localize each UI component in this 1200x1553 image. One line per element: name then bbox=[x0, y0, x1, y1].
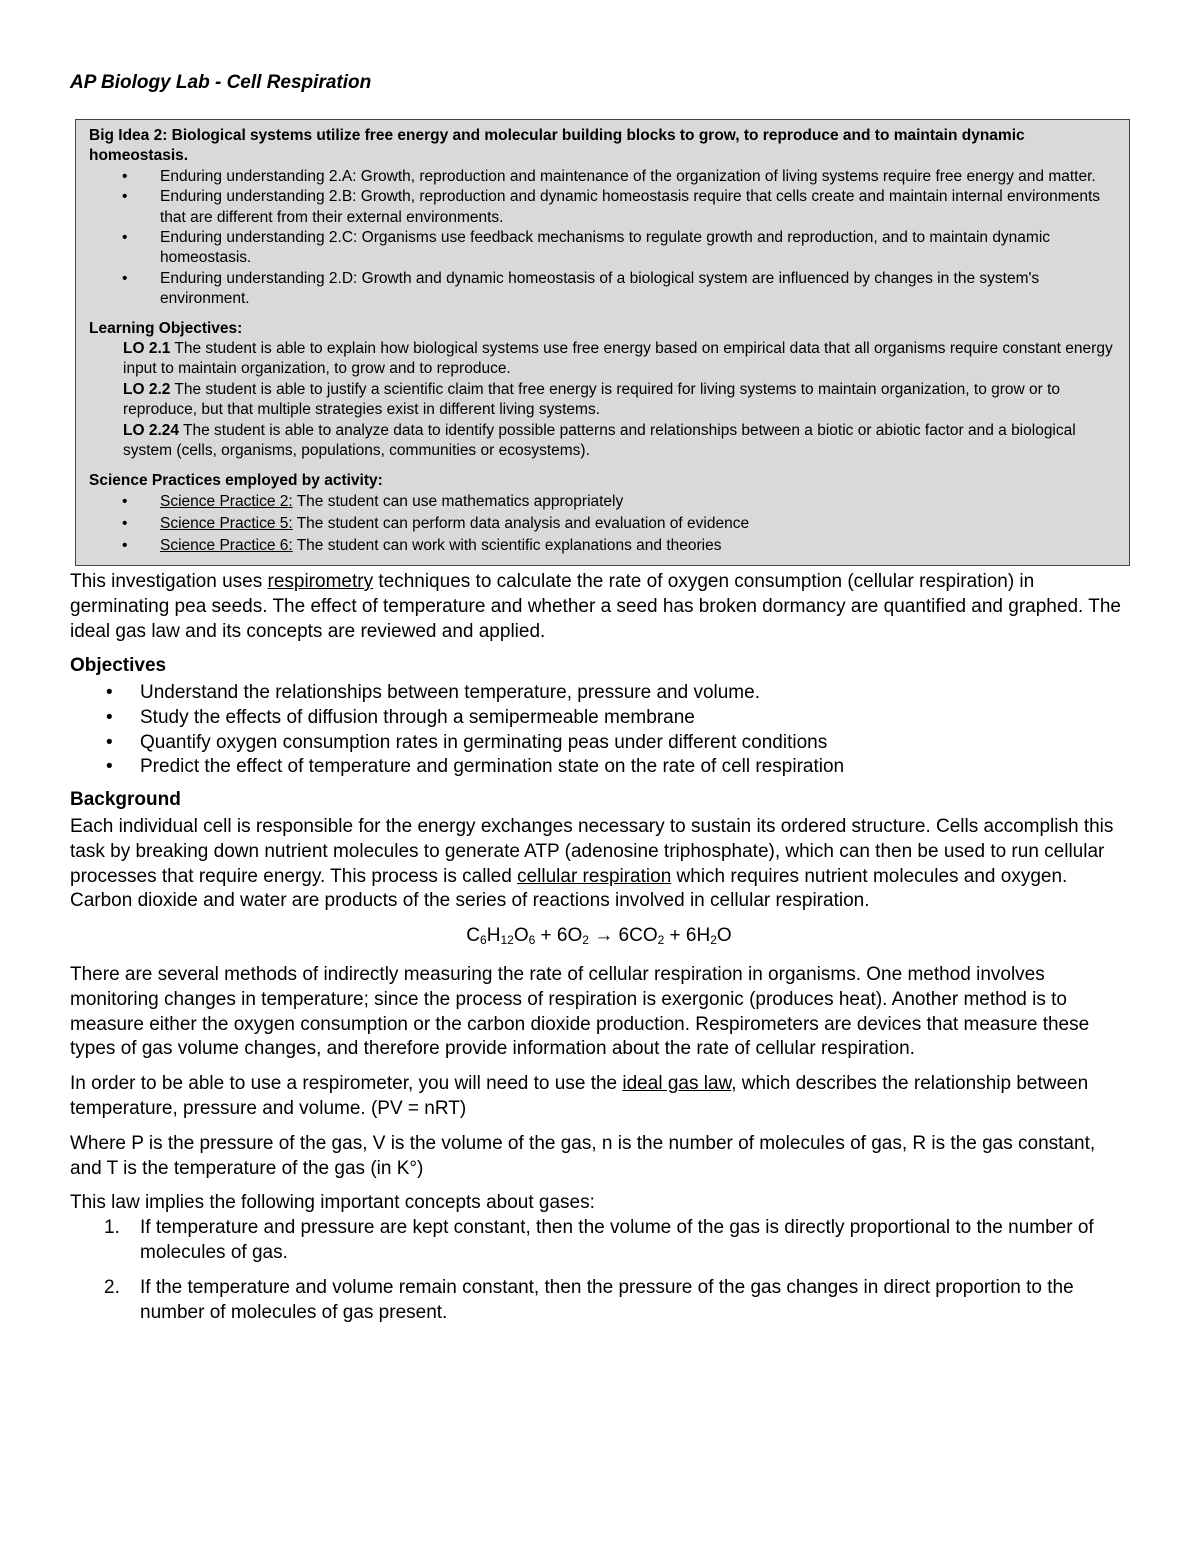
background-paragraph: Each individual cell is responsible for the energy exchanges necessary to sustain its ordered structure. Cells accomplish this task by breaking down nutrient molecules to generate ATP (adenosine triphosphate), which can then be used to run cellular processes that require energy. This process is called cellular respiration which requires nutrient molecules and oxygen. Carbon dioxide and water are products of the series of reactions involved in cellular respiration. bbox=[70, 816, 1114, 912]
background-paragraph: There are several methods of indirectly measuring the rate of cellular respiration in organisms. One method involves monitoring changes in temperature; since the process of respiration is exergonic (produces heat). Another method is to measure either the oxygen consumption or the carbon dioxide production. Respirometers are devices that measure these types of gas volume changes, and therefore provide information about the rate of cellular respiration. bbox=[70, 964, 1090, 1060]
big-idea: Big Idea 2: Biological systems utilize free energy and molecular building blocks to grow, to reproduce and to maintain dynamic homeostasis. bbox=[89, 127, 1025, 165]
standards-box bbox=[75, 119, 1130, 566]
background-paragraph: In order to be able to use a respirometer, you will need to use the ideal gas law, which describes the relationship between temperature, pressure and volume. (PV = nRT) bbox=[70, 1073, 1089, 1120]
enduring-understandings-list bbox=[89, 167, 1115, 310]
list-item: • Enduring understanding 2.C: Organisms use feedback mechanisms to regulate growth and reproduction, and to maintain dynamic homeostasis. bbox=[122, 229, 1051, 267]
learning-objective: LO 2.24 The student is able to analyze data to identify possible patterns and relationships between a biotic or abiotic factor and a biological system (cells, organisms, populations, communities or ecosystems). bbox=[123, 421, 1076, 460]
learning-objectives-heading: Learning Objectives: bbox=[89, 319, 243, 337]
science-practices-heading: Science Practices employed by activity: bbox=[89, 471, 383, 489]
list-item: • Enduring understanding 2.D: Growth and dynamic homeostasis of a biological system are influenced by changes in the system's environment. bbox=[122, 269, 1040, 308]
bullet-icon: • bbox=[122, 536, 128, 554]
ideal-gas-law-term: ideal gas law bbox=[622, 1073, 732, 1095]
background-paragraph: This law implies the following important concepts about gases: bbox=[70, 1192, 595, 1214]
list-item: • Enduring understanding 2.A: Growth, reproduction and maintenance of the organization of living systems require free energy and matter. bbox=[89, 167, 1115, 187]
bullet-icon: • bbox=[106, 706, 113, 728]
bullet-icon: • bbox=[122, 167, 128, 185]
background-heading: Background bbox=[70, 789, 181, 811]
respiration-equation: $C_6H_{12}O_6 + 6O_2 \to 6CO_2 + 6H_2O$ bbox=[466, 925, 732, 948]
bullet-icon: • bbox=[122, 188, 128, 206]
list-item: 2. If the temperature and volume remain constant, then the pressure of the gas changes in direct proportion to the number of molecules of gas present. bbox=[104, 1276, 1074, 1323]
list-item: • Science Practice 6: The student can work with scientific explanations and theories bbox=[89, 535, 1115, 557]
cellular-respiration-term: cellular respiration bbox=[517, 865, 672, 887]
objectives-heading: Objectives bbox=[70, 655, 167, 677]
bullet-icon: • bbox=[106, 731, 113, 753]
learning-objective: LO 2.2 The student is able to justify a scientific claim that free energy is required for living systems to maintain organization, to grow or to reproduce, but that multiple strategies exist in different living systems. bbox=[123, 380, 1061, 419]
intro-paragraph: This investigation uses respirometry techniques to calculate the rate of oxygen consumption (cellular respiration) in germinating pea seeds. The effect of temperature and whether a seed has broken dormancy are quantified and graphed. The ideal gas law and its concepts are reviewed and applied. bbox=[70, 570, 1121, 642]
page-title: AP Biology Lab - Cell Respiration bbox=[70, 72, 372, 93]
list-item: • Study the effects of diffusion through a semipermeable membrane bbox=[70, 706, 1128, 731]
background-paragraph: Where P is the pressure of the gas, V is the volume of the gas, n is the number of molecules of gas, R is the gas constant, and T is the temperature of the gas (in K°) bbox=[70, 1132, 1096, 1179]
objectives-list bbox=[70, 681, 1128, 780]
list-item: 1. If temperature and pressure are kept constant, then the volume of the gas is directly proportional to the number of molecules of gas. bbox=[104, 1217, 1094, 1264]
bullet-icon: • bbox=[106, 756, 113, 778]
list-item: • Enduring understanding 2.B: Growth, reproduction and dynamic homeostasis require that cells create and maintain internal environments that are different from their external environments. bbox=[122, 188, 1100, 226]
list-item: • Science Practice 2: The student can use mathematics appropriately bbox=[89, 491, 1115, 513]
bullet-icon: • bbox=[122, 514, 128, 532]
science-practices-list bbox=[89, 491, 1115, 557]
list-item: • Quantify oxygen consumption rates in germinating peas under different conditions bbox=[70, 731, 1128, 756]
bullet-icon: • bbox=[122, 229, 128, 247]
list-item: • Predict the effect of temperature and germination state on the rate of cell respiration bbox=[70, 755, 1128, 780]
gas-concepts-list bbox=[70, 1216, 1128, 1325]
list-item: • Understand the relationships between temperature, pressure and volume. bbox=[70, 681, 1128, 706]
bullet-icon: • bbox=[106, 682, 113, 704]
learning-objective: LO 2.1 The student is able to explain how biological systems use free energy based on empirical data that all organisms require constant energy input to maintain organization, to grow and to reproduce. bbox=[123, 340, 1113, 378]
respirometry-term: respirometry bbox=[267, 570, 374, 592]
document-body bbox=[70, 570, 1128, 1326]
list-item: • Science Practice 5: The student can perform data analysis and evaluation of evidence bbox=[89, 513, 1115, 535]
bullet-icon: • bbox=[122, 492, 128, 510]
bullet-icon: • bbox=[122, 269, 128, 287]
